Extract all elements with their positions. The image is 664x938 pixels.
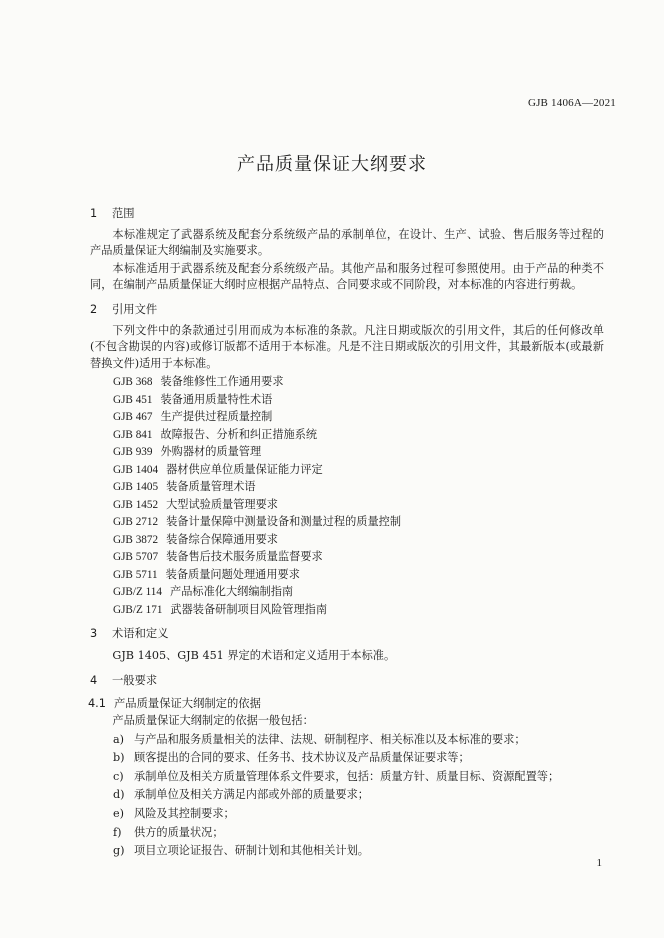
section-4-heading [90,672,604,690]
ref-title: 武器装备研制项目风险管理指南 [170,602,328,616]
item-mark: f) [113,825,122,839]
section-number: 4.1 [88,697,106,711]
ref-title: 装备综合保障通用要求 [166,532,278,546]
ref-title: 装备维修性工作通用要求 [160,375,284,389]
ref-code: GJB 451 [113,393,153,406]
paragraph: 下列文件中的条款通过引用而成为本标准的条款。凡注日期或版次的引用文件，其后的任何修改单(不包含勘误的内容)或修订版都不适用于本标准。凡是不注日期或版次的引用文件，其最新版本(或最新替换文件)适用于本标准。 [90,324,604,370]
section-title: 术语和定义 [112,627,169,641]
list-item [90,786,604,805]
list-item [90,513,604,531]
ref-title: 装备通用质量特性术语 [160,392,273,406]
ref-title: 生产提供过程质量控制 [160,410,273,424]
list-item [90,373,604,391]
list-item [90,443,604,461]
list-item [90,731,604,750]
standard-code: GJB 1406A—2021 [527,97,616,109]
list-item [90,531,604,549]
ref-title: 装备质量问题处理通用要求 [165,567,300,581]
ref-code: GJB 1452 [113,498,159,511]
ref-code: GJB 939 [113,446,153,459]
section-2-heading [90,301,604,319]
section-1-heading [90,205,604,223]
ref-code: GJB 368 [113,376,153,389]
ref-code: GJB 5711 [113,568,158,581]
document-body [90,205,604,861]
paragraph: 本标准规定了武器系统及配套分系统级产品的承制单位，在设计、生产、试验、售后服务等过程的产品质量保证大纲编制及实施要求。 [90,228,604,258]
subsection-4-1-heading [88,695,604,713]
paragraph: 产品质量保证大纲制定的依据一般包括： [112,714,314,728]
list-item [90,426,604,444]
section-number: 1 [90,207,98,220]
list-item [90,496,604,514]
section-number: 2 [90,303,98,317]
paragraph: GJB 1405、GJB 451 界定的术语和定义适用于本标准。 [112,649,396,663]
list-item [90,391,604,409]
ref-code: GJB 1405 [113,481,159,494]
ref-title: 器材供应单位质量保证能力评定 [166,462,323,476]
ref-title: 装备售后技术服务质量监督要求 [166,550,323,564]
page-number: 1 [596,857,602,869]
item-text: 承制单位及相关方质量管理体系文件要求，包括：质量方针、质量目标、资源配置等； [134,769,560,783]
ref-title: 产品标准化大纲编制指南 [170,585,294,599]
list-item [90,805,604,824]
ref-code: GJB 1404 [113,463,159,476]
page-title: 产品质量保证大纲要求 [237,154,427,175]
item-mark: b) [113,751,125,765]
list-item [90,461,604,479]
list-item [90,566,604,584]
section-number: 4 [90,674,98,688]
section-number: 3 [90,627,98,641]
list-item [90,548,604,566]
ref-code: GJB/Z 171 [113,603,163,616]
item-text: 顾客提出的合同的要求、任务书、技术协议及产品质量保证要求等； [134,751,470,765]
ref-title: 装备质量管理术语 [166,480,256,494]
section-title: 一般要求 [112,674,158,688]
item-mark: a) [113,732,125,746]
item-text: 项目立项论证报告、研制计划和其他相关计划。 [134,844,369,858]
section-title: 引用文件 [112,303,158,317]
item-text: 承制单位及相关方满足内部或外部的质量要求； [134,788,369,802]
ref-title: 故障报告、分析和纠正措施系统 [160,427,318,441]
reference-list [90,373,604,618]
list-item [90,749,604,768]
list-item [90,601,604,619]
list-item [90,408,604,426]
item-text: 风险及其控制要求； [134,807,235,821]
list-item [90,824,604,843]
list-item [90,842,604,861]
basis-list [90,731,604,861]
list-item [90,478,604,496]
list-item [90,583,604,601]
ref-code: GJB 5707 [113,551,159,564]
ref-code: GJB/Z 114 [113,586,162,599]
ref-code: GJB 841 [113,428,153,441]
item-text: 供方的质量状况； [134,825,224,839]
ref-title: 大型试验质量管理要求 [166,497,278,511]
item-mark: d) [113,788,125,802]
ref-code: GJB 467 [113,411,153,424]
list-item [90,768,604,787]
ref-code: GJB 3872 [113,533,159,546]
paragraph: 本标准适用于武器系统及配套分系统级产品。其他产品和服务过程可参照使用。由于产品的种类不同，在编制产品质量保证大纲时应根据产品特点、合同要求或不同阶段，对本标准的内容进行剪裁。 [90,261,604,291]
section-3-heading [90,625,604,643]
item-text: 与产品和服务质量相关的法律、法规、研制程序、相关标准以及本标准的要求； [134,732,526,746]
item-mark: g) [113,844,125,858]
section-title: 产品质量保证大纲制定的依据 [114,697,261,711]
ref-title: 外购器材的质量管理 [160,445,262,459]
ref-code: GJB 2712 [113,516,159,529]
ref-title: 装备计量保障中测量设备和测量过程的质量控制 [166,515,402,529]
item-mark: e) [113,807,124,821]
section-title: 范围 [112,207,135,220]
item-mark: c) [113,769,124,783]
